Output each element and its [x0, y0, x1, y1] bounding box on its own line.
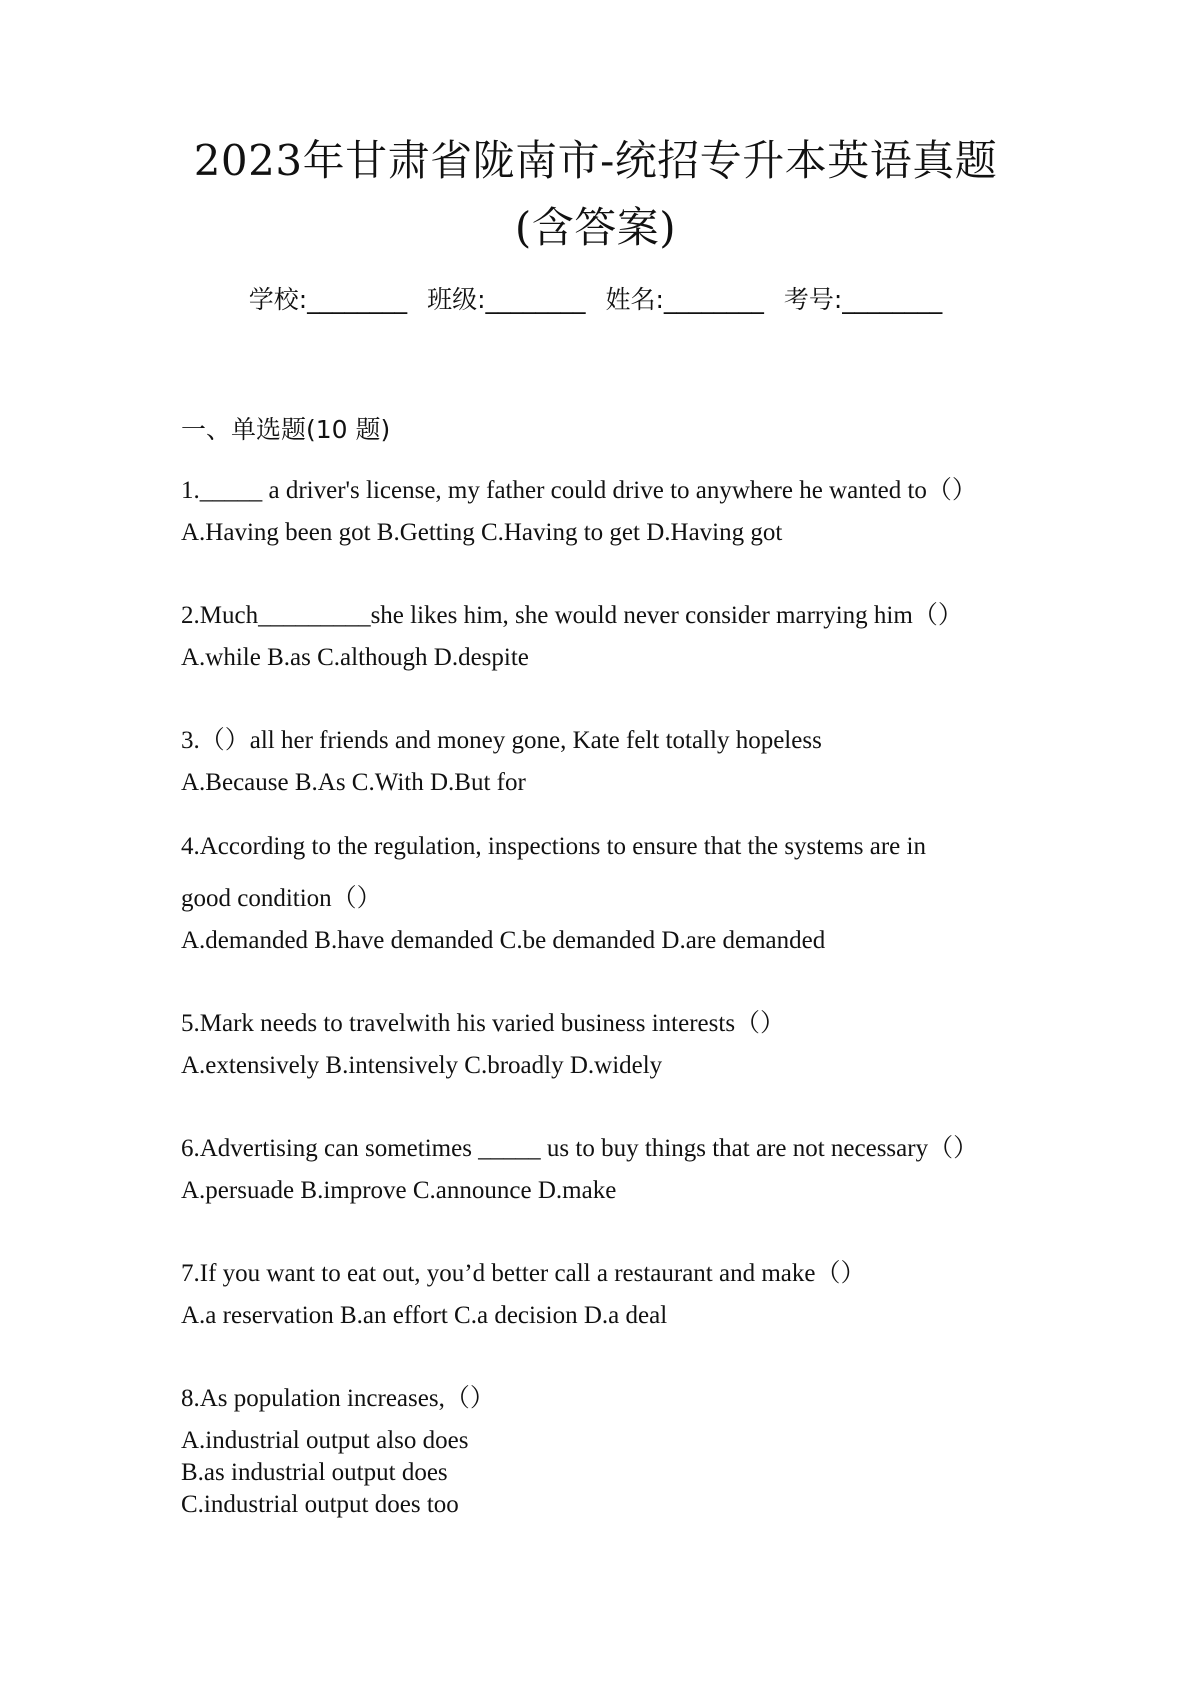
page-title: 2023年甘肃省陇南市-统招专升本英语真题 — [193, 136, 998, 185]
question-4-stem-line1: 4.According to the regulation, inspections to ensure that the systems are in — [181, 833, 926, 860]
student-info-row — [0, 280, 1191, 316]
question-3-stem: 3.（）all her friends and money gone, Kate felt totally hopeless — [181, 727, 822, 754]
exam-number-field: 考号:________ — [783, 285, 943, 314]
question-8-option-b: B.as industrial output does — [181, 1459, 448, 1486]
question-4-options: A.demanded B.have demanded C.be demanded D.are demanded — [181, 927, 826, 954]
name-field: 姓名:________ — [605, 285, 764, 314]
question-5-stem: 5.Mark needs to travelwith his varied business interests（） — [181, 1010, 786, 1037]
question-3-options: A.Because B.As C.With D.But for — [181, 769, 526, 796]
question-8-option-a: A.industrial output also does — [181, 1427, 469, 1454]
question-8-stem: 8.As population increases,（） — [181, 1385, 495, 1412]
section-heading: 一、单选题(10 题) — [181, 415, 391, 444]
class-field: 班级:________ — [427, 285, 586, 314]
question-8-option-c: C.industrial output does too — [181, 1491, 459, 1518]
question-2-options: A.while B.as C.although D.despite — [181, 644, 529, 671]
question-1-options: A.Having been got B.Getting C.Having to get D.Having got — [181, 519, 783, 546]
question-6-stem: 6.Advertising can sometimes _____ us to buy things that are not necessary（） — [181, 1135, 979, 1162]
school-field: 学校:________ — [248, 285, 408, 314]
question-7-stem: 7.If you want to eat out, you’d better call a restaurant and make（） — [181, 1260, 866, 1287]
question-1-stem: 1._____ a driver's license, my father could drive to anywhere he wanted to（） — [181, 477, 977, 504]
question-6-options: A.persuade B.improve C.announce D.make — [181, 1177, 617, 1204]
question-5-options: A.extensively B.intensively C.broadly D.widely — [181, 1052, 663, 1079]
question-2-stem: 2.Much_________she likes him, she would never consider marrying him（） — [181, 602, 963, 629]
page-subtitle: (含答案) — [514, 203, 677, 252]
question-7-options: A.a reservation B.an effort C.a decision D.a deal — [181, 1302, 668, 1329]
question-4-stem-line2: good condition（） — [181, 885, 382, 912]
